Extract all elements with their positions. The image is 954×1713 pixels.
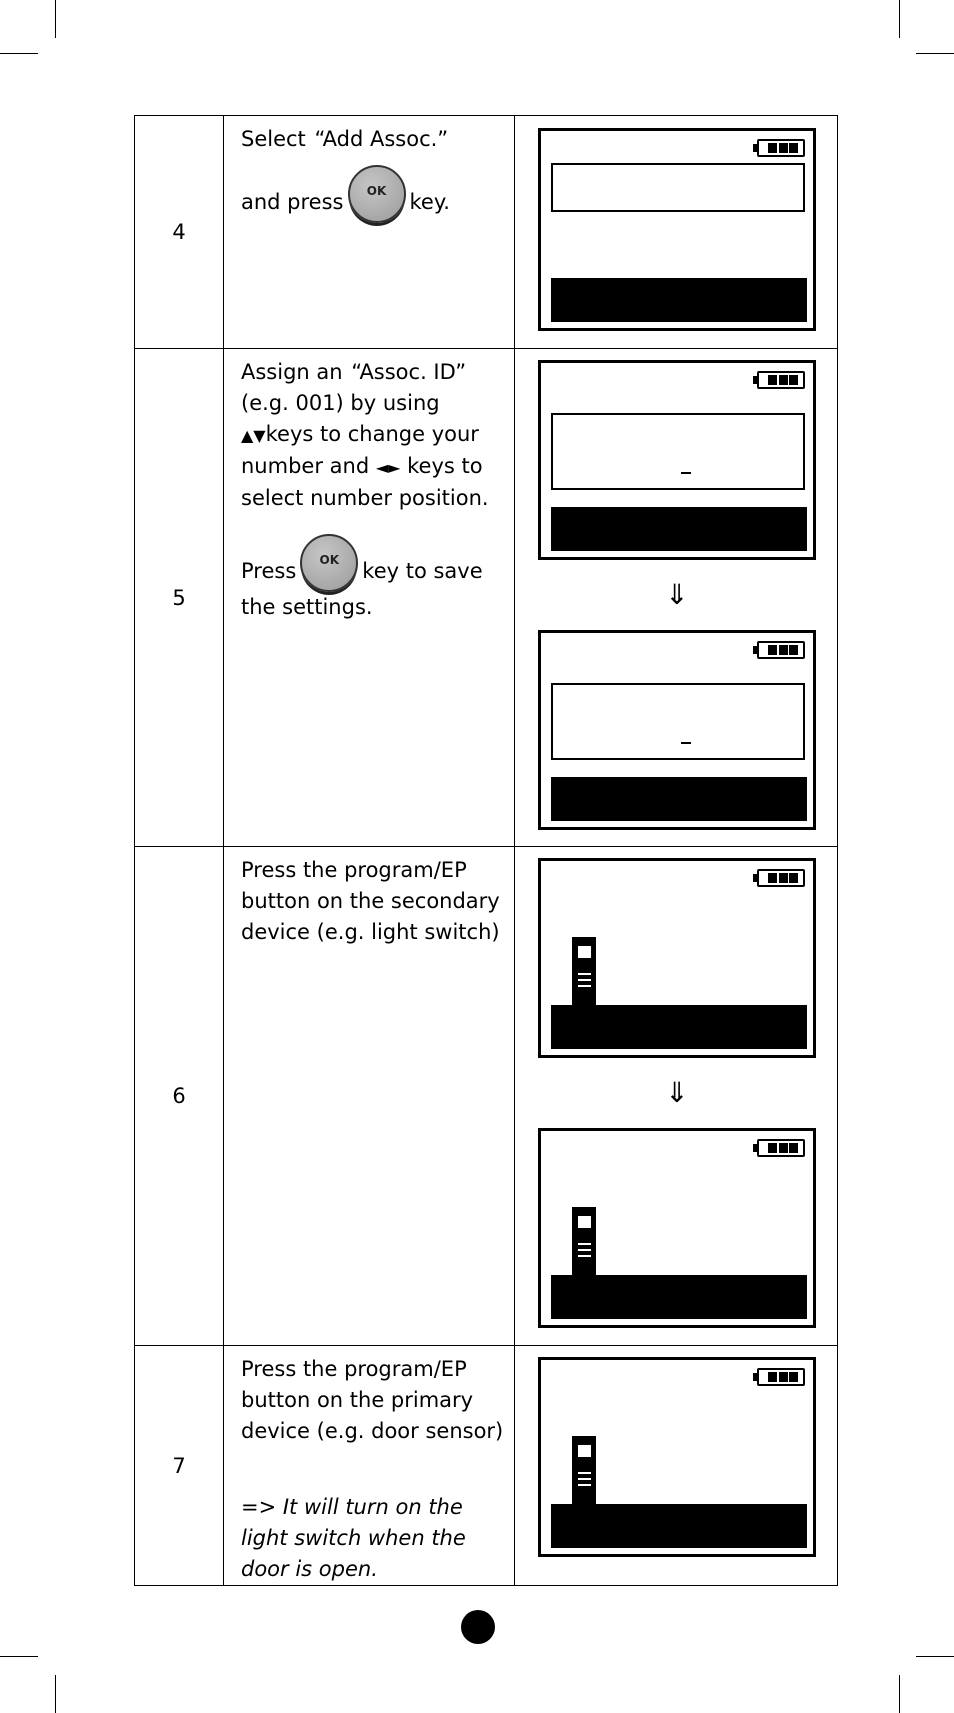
crop-mark	[916, 1656, 954, 1657]
crop-mark	[55, 1675, 56, 1713]
instruction-text: key to save	[362, 559, 483, 583]
instruction-text: Press the program/EP	[241, 1357, 467, 1381]
lcd-softkey-bar	[551, 1005, 807, 1049]
instruction-text: button on the secondary	[241, 889, 500, 913]
lcd-cursor	[681, 742, 691, 744]
battery-icon	[757, 869, 805, 887]
lcd-softkey-bar	[551, 777, 807, 821]
step-number: 6	[135, 847, 224, 1346]
crop-mark	[0, 1656, 38, 1657]
instruction-text: Select	[241, 127, 313, 151]
step-instructions	[224, 847, 515, 1346]
page-number-marker	[461, 1610, 495, 1644]
instruction-text: key.	[409, 190, 450, 214]
result-note: door is open.	[241, 1557, 378, 1581]
instruction-text: keys to change your	[265, 422, 479, 446]
instruction-text: Press the program/EP	[241, 858, 467, 882]
device-icon	[572, 937, 596, 1005]
instruction-text: the settings.	[241, 595, 373, 619]
battery-icon	[757, 641, 805, 659]
down-arrow-icon: ⇓	[665, 1076, 689, 1109]
lcd-softkey-bar	[551, 278, 807, 322]
lcd-id-field	[551, 683, 805, 760]
battery-icon	[757, 139, 805, 157]
ok-key-icon: OK	[348, 165, 406, 223]
lcd-screen	[538, 128, 816, 331]
lcd-screen	[538, 630, 816, 830]
lcd-id-field	[551, 413, 805, 490]
battery-icon	[757, 1139, 805, 1157]
instruction-text: device (e.g. light switch)	[241, 920, 500, 944]
crop-mark	[916, 53, 954, 54]
step-instructions	[224, 1346, 515, 1586]
lcd-softkey-bar	[551, 507, 807, 551]
lcd-softkey-bar	[551, 1504, 807, 1548]
result-note: => It will turn on the	[241, 1495, 463, 1519]
lcd-cursor	[681, 472, 691, 474]
instruction-text: keys to	[407, 454, 483, 478]
step-row-4	[135, 116, 838, 349]
step-number: 7	[135, 1346, 224, 1586]
step-screen	[515, 116, 838, 349]
instruction-text: device (e.g. door sensor)	[241, 1419, 504, 1443]
lcd-softkey-bar	[551, 1275, 807, 1319]
steps-table	[134, 115, 838, 1586]
step-screen	[515, 349, 838, 847]
up-down-arrows-icon: ▲▼	[241, 426, 266, 445]
lcd-field	[551, 163, 805, 212]
ok-key-icon: OK	[300, 534, 358, 592]
down-arrow-icon: ⇓	[665, 578, 689, 611]
battery-icon	[757, 1368, 805, 1386]
lcd-screen	[538, 360, 816, 560]
result-note: light switch when the	[241, 1526, 466, 1550]
instruction-text: number and	[241, 454, 370, 478]
lcd-screen	[538, 1128, 816, 1328]
instruction-text: select number position.	[241, 486, 489, 510]
crop-mark	[55, 0, 56, 38]
instruction-text: (e.g. 001) by using	[241, 391, 440, 415]
left-right-arrows-icon: ◄►	[375, 458, 401, 477]
step-instructions	[224, 349, 515, 847]
instruction-text: Assign an	[241, 360, 350, 384]
crop-mark	[899, 1675, 900, 1713]
device-icon	[572, 1436, 596, 1504]
step-screen	[515, 847, 838, 1346]
lcd-screen	[538, 1357, 816, 1557]
battery-icon	[757, 371, 805, 389]
instruction-text: Press	[241, 559, 297, 583]
instruction-text: button on the primary	[241, 1388, 474, 1412]
instruction-text: and press	[241, 190, 344, 214]
step-row-7	[135, 1346, 838, 1586]
lcd-screen	[538, 858, 816, 1058]
menu-item-quote: “Add Assoc.”	[314, 127, 449, 151]
crop-mark	[899, 0, 900, 38]
menu-item-quote: “Assoc. ID”	[351, 360, 467, 384]
step-row-5	[135, 349, 838, 847]
crop-mark	[0, 53, 38, 54]
step-screen	[515, 1346, 838, 1586]
step-number: 4	[135, 116, 224, 349]
step-row-6	[135, 847, 838, 1346]
step-number: 5	[135, 349, 224, 847]
step-instructions	[224, 116, 515, 349]
device-icon	[572, 1207, 596, 1275]
